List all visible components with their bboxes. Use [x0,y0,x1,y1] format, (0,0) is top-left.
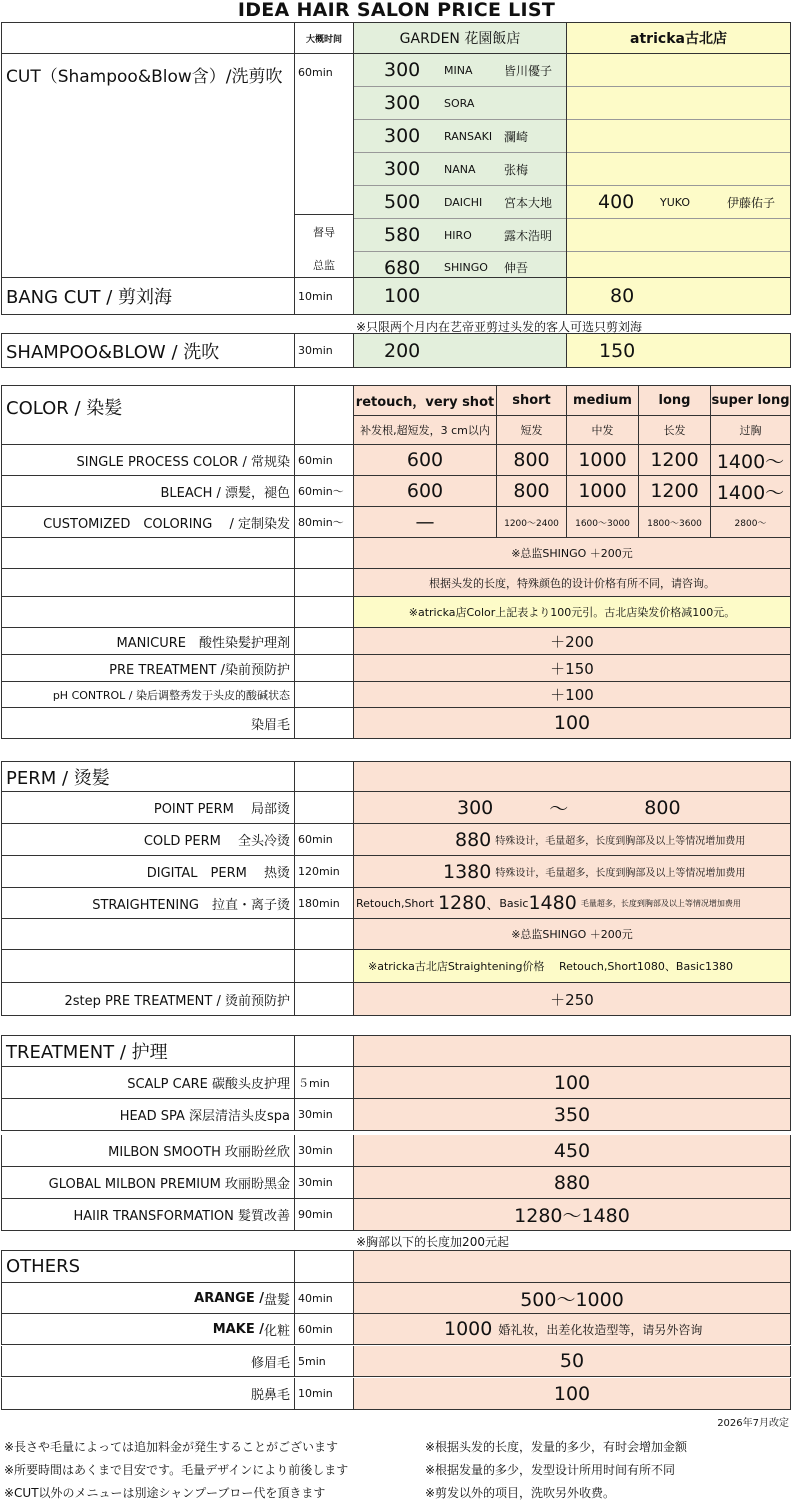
color-price: 1400～ [710,476,791,506]
shampoo-garden-price: 200 [353,334,566,367]
treatment-price: 350 [353,1099,791,1130]
perm-note1-time [294,919,353,949]
treatment-row [1,1135,791,1167]
garden-stylist-cn: 瀾崎 [504,129,529,144]
perm-time-empty [294,762,353,791]
role-director: 总监 [313,259,335,272]
color-note: 根据头发的长度，特殊颜色的设计价格有所不同，请咨询。 [353,569,791,596]
bang-garden-price: 100 [353,278,566,314]
garden-stylist-cn: 露木浩明 [504,228,553,243]
color-price: 1800～3600 [638,507,710,537]
footer-note-jp: ※長さや毛量によっては追加料金が発生することがございます [4,1440,339,1454]
color-extra-time [294,628,353,654]
perm-straight-p2: 1480 [528,892,577,914]
header-empty [1,23,294,53]
color-row-time: 60min [294,445,353,475]
perm-header-row [1,761,791,792]
others-row [1,1283,791,1314]
perm-cold-name: COLD PERM 全头冷烫 [1,824,294,855]
treatment-header-row [1,1035,791,1067]
color-extra-name: PRE TREATMENT /染前预防护 [1,655,294,681]
garden-stylist-row [354,153,566,186]
color-col [638,386,710,444]
color-price: 1600～3000 [566,507,638,537]
color-col [566,386,638,444]
shampoo-time: 30min [294,334,353,367]
treatment-time-empty [294,1036,353,1066]
perm-straight-time: 180min [294,888,353,918]
perm-note2-row [1,950,791,983]
color-col-sub: 补发根,超短发，3 cm以内 [354,416,496,444]
treatment-note: ※胸部以下的长度加200元起 [356,1235,509,1249]
perm-digital-price [353,856,791,887]
garden-stylist-en: SORA [444,96,475,110]
garden-stylist-en: SHINGO [444,261,488,274]
color-extra-price: ＋200 [353,628,791,654]
role-supervisor: 督导 [313,226,335,239]
garden-header: GARDEN 花園飯店 [353,23,566,53]
color-price: 800 [496,445,566,475]
perm-straight-pre1: Retouch,Short [356,896,434,910]
treatment-row [1,1067,791,1099]
color-price: 1200 [638,445,710,475]
others-price [353,1378,791,1409]
color-row-name: SINGLE PROCESS COLOR / 常规染 [1,445,294,475]
others-time-empty [294,1251,353,1282]
perm-step2-name: 2step PRE TREATMENT / 烫前预防护 [1,983,294,1015]
atricka-header: atricka古北店 [566,23,791,53]
footer-note-jp: ※CUT以外のメニューは別途シャンプーブロー代を頂きます [4,1486,326,1500]
perm-digital-name: DIGITAL PERM 热烫 [1,856,294,887]
cut-time: 60min [298,66,333,79]
others-header-row [1,1250,791,1283]
perm-digital-time: 120min [294,856,353,887]
perm-cold-row [1,824,791,856]
perm-cold-price [353,824,791,855]
treatment-time: 30min [294,1099,353,1130]
treatment-name: SCALP CARE 碳酸头皮护理 [1,1067,294,1098]
others-price [353,1314,791,1344]
color-price: 600 [353,445,496,475]
perm-note2: ※atricka古北店Straightening价格 Retouch,Short1080、Basic1380 [353,950,791,982]
treatment-price: 450 [353,1135,791,1166]
treatment-time: 90min [294,1199,353,1230]
others-price [353,1283,791,1313]
color-col-head: retouch，very shot [354,386,496,416]
cut-block [1,54,791,278]
color-row-time: 80min～ [294,507,353,537]
perm-step2-time [294,983,353,1015]
others-name-cn: 盘髮 [263,1292,290,1308]
atricka-stylist-row [567,186,790,219]
perm-point-to: 800 [644,796,681,819]
perm-title: PERM / 烫髪 [1,762,294,791]
others-name [1,1346,294,1376]
color-extra-time [294,682,353,707]
color-col [353,386,496,444]
others-name [1,1283,294,1313]
garden-stylist-en: RANSAKI [444,129,493,143]
perm-note1: ※总监SHINGO ＋200元 [353,919,791,949]
treatment-price: 880 [353,1167,791,1198]
revised-date: 2026年7月改定 [717,1418,789,1429]
shampoo-row [1,333,791,368]
garden-stylist-price: 500 [384,191,421,213]
perm-cold-note: 特殊设计，毛量超多，长度到胸部及以上等情况增加费用 [495,836,746,847]
others-name-en: MAKE / [212,1321,264,1337]
color-row [1,476,791,507]
color-price: 800 [496,476,566,506]
others-price-value: 500～1000 [520,1288,624,1311]
color-extra-row [1,708,791,739]
shampoo-name: SHAMPOO&BLOW / 洗吹 [1,334,294,367]
perm-step2-price: ＋250 [353,983,791,1015]
treatment-header-price [353,1036,791,1066]
others-row [1,1314,791,1345]
garden-stylist-price: 680 [384,256,421,279]
garden-stylist-en: NANA [444,162,476,176]
garden-stylist-price: 300 [384,158,421,180]
others-price [353,1346,791,1376]
treatment-time: 30min [294,1167,353,1198]
garden-stylist-cn: 宮本大地 [504,195,553,210]
treatment-price: 1280～1480 [353,1199,791,1230]
garden-stylist-en: MINA [444,63,473,77]
others-header-price [353,1251,791,1282]
others-price-value: 1000 [444,1318,493,1340]
perm-note1-blank [1,919,294,949]
color-extra-time [294,655,353,681]
color-note-row [1,538,791,569]
color-note-blank [1,538,294,568]
color-row-name: BLEACH / 漂髪，褪色 [1,476,294,506]
treatment-time: ５min [294,1067,353,1098]
shampoo-atricka-price: 150 [566,334,791,367]
time-label: 大概时间 [294,23,353,53]
color-col-head: long [639,386,710,416]
color-col-head: super long [711,386,790,416]
perm-note2-blank [1,950,294,982]
color-note-row [1,569,791,597]
perm-straight-note: 毛量超多，长度到胸部及以上等情况增加费用 [580,898,741,908]
color-extra-price: ＋150 [353,655,791,681]
color-price: 1000 [566,476,638,506]
bang-atricka-price: 80 [566,278,791,314]
garden-stylist-row [354,219,566,252]
color-row-time: 60min～ [294,476,353,506]
color-title: COLOR / 染髪 [1,386,294,444]
color-note-time [294,538,353,568]
atricka-stylist-cn: 伊藤佑子 [727,195,776,210]
cut-name: CUT（Shampoo&Blow含）/洗剪吹 [1,54,294,277]
footer-note-jp: ※所要時間はあくまで目安です。毛量デザインにより前後します [4,1463,349,1477]
perm-digital-note: 特殊设计，毛量超多，长度到胸部及以上等情况增加费用 [495,868,746,879]
perm-point-sep: ～ [549,798,569,820]
color-extra-name: MANICURE 酸性染髪护理剤 [1,628,294,654]
cut-atricka-col [566,54,791,277]
treatment-row [1,1167,791,1199]
others-name-en: ARANGE / [194,1290,264,1306]
perm-straight-sep: 、 [486,897,500,913]
perm-point-time [294,792,353,823]
garden-stylist-price: 300 [384,125,421,147]
perm-straight-row [1,888,791,919]
cut-garden-col [353,54,566,277]
atricka-price: 400 [598,191,635,213]
perm-cold-value: 880 [455,828,492,851]
perm-straight-pre2: Basic [499,896,529,910]
perm-straight-p1: 1280 [437,892,487,914]
color-note: ※atricka店Color上記表より100元引。古北店染发价格减100元。 [353,597,791,627]
color-note-blank [1,597,294,627]
treatment-name: HEAD SPA 深层清洁头皮spa [1,1099,294,1130]
treatment-name: GLOBAL MILBON PREMIUM 玫丽盼黑金 [1,1167,294,1198]
garden-stylist-row [354,87,566,120]
color-price: — [353,507,496,537]
footer-note-cn: ※剪发以外的项目，洗吹另外收费。 [425,1486,616,1500]
others-row [1,1378,791,1410]
page-title: IDEA HAIR SALON PRICE LIST [237,0,556,21]
garden-stylist-price: 580 [384,224,421,246]
perm-point-row [1,792,791,824]
color-col-sub: 中发 [567,416,638,444]
color-price: 1200～2400 [496,507,566,537]
treatment-row [1,1099,791,1131]
garden-stylist-cn: 伸吾 [504,261,529,275]
color-row-name: CUSTOMIZED COLORING / 定制染发 [1,507,294,537]
garden-stylist-en: HIRO [444,228,472,242]
others-name-cn: 脱鼻毛 [250,1388,290,1403]
others-name [1,1378,294,1409]
color-note-blank [1,569,294,596]
color-time-empty [294,386,353,444]
others-row [1,1346,791,1377]
treatment-price: 100 [353,1067,791,1098]
color-header-row [1,385,791,445]
color-price: 2800～ [710,507,791,537]
perm-point-price [353,792,791,823]
color-price: 1200 [638,476,710,506]
color-extra-price: ＋100 [353,682,791,707]
color-col-sub: 过胸 [711,416,790,444]
treatment-title: TREATMENT / 护理 [1,1036,294,1066]
color-extra-time [294,708,353,738]
others-time: 10min [294,1378,353,1409]
perm-point-name: POINT PERM 局部烫 [1,792,294,823]
color-extra-name: 染眉毛 [1,708,294,738]
others-price-value: 50 [559,1350,585,1372]
garden-stylist-row [354,186,566,219]
garden-stylist-price: 300 [384,59,421,81]
bang-name: BANG CUT / 剪刘海 [1,278,294,314]
garden-stylist-row [354,54,566,87]
color-extra-row [1,655,791,682]
bang-note: ※只限两个月内在艺帝亚剪过头发的客人可选只剪刘海 [356,320,643,334]
others-time: 5min [294,1346,353,1376]
atricka-stylist-en: YUKO [660,195,691,209]
garden-stylist-row [354,120,566,153]
color-col-sub: 短发 [497,416,566,444]
treatment-name: MILBON SMOOTH 玫丽盼丝欣 [1,1135,294,1166]
header-row [1,22,791,54]
color-col-head: short [497,386,566,416]
color-col [496,386,566,444]
color-note: ※总监SHINGO ＋200元 [353,538,791,568]
perm-header-price [353,762,791,791]
footer-note-cn: ※根据发量的多少，发型设计所用时间有所不同 [425,1463,676,1477]
color-note-time [294,597,353,627]
perm-digital-value: 1380 [443,860,492,883]
perm-note2-time [294,950,353,982]
perm-straight-price [353,888,791,918]
bang-time: 10min [294,278,353,314]
perm-digital-row [1,856,791,888]
perm-cold-time: 60min [294,824,353,855]
color-extra-name: pH CONTROL / 染后调整秀发于头皮的酸碱状态 [1,682,294,707]
color-row [1,507,791,538]
others-name-cn: 化粧 [263,1323,290,1339]
color-price: 600 [353,476,496,506]
perm-step2-row [1,983,791,1016]
color-extra-price: 100 [353,708,791,738]
garden-stylist-cn: 皆川優子 [504,63,553,78]
color-row [1,445,791,476]
color-extra-row [1,682,791,708]
perm-point-from: 300 [457,796,494,819]
color-col-sub: 长发 [639,416,710,444]
garden-stylist-en: DAICHI [444,195,483,209]
perm-note1-row [1,919,791,950]
color-note-time [294,569,353,596]
color-note-row [1,597,791,628]
others-title: OTHERS [1,1251,294,1282]
others-name-cn: 修眉毛 [250,1355,290,1371]
treatment-name: HAIIR TRANSFORMATION 髮質改善 [1,1199,294,1230]
garden-stylist-cn: 张梅 [504,162,529,177]
footer-note-cn: ※根据头发的长度，发量的多少，有时会增加金额 [425,1440,688,1454]
cut-time-col [294,54,353,277]
color-col [710,386,791,444]
others-price-value: 100 [553,1382,591,1405]
color-price: 1400～ [710,445,791,475]
color-price: 1000 [566,445,638,475]
color-extra-row [1,628,791,655]
treatment-row [1,1199,791,1231]
treatment-time: 30min [294,1135,353,1166]
others-price-note: 婚礼妆，出差化妆造型等，请另外咨询 [498,1322,703,1337]
perm-straight-name: STRAIGHTENING 拉直・离子烫 [1,888,294,918]
others-time: 60min [294,1314,353,1344]
bang-row [1,278,791,315]
garden-stylist-price: 300 [384,92,421,114]
others-name [1,1314,294,1344]
others-time: 40min [294,1283,353,1313]
color-col-head: medium [567,386,638,416]
